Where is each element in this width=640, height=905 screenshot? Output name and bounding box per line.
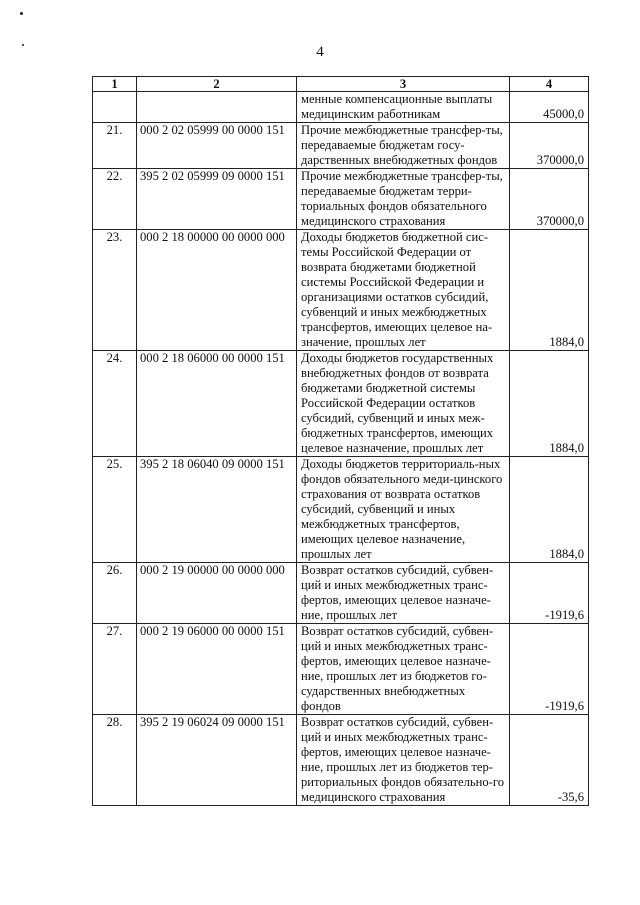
column-header: 4 xyxy=(510,77,589,92)
table-row xyxy=(93,624,589,715)
table-row xyxy=(93,563,589,624)
income-name: Доходы бюджетов бюджетной сис-темы Российской Федерации от возврата бюджетами бюджетной системы Российской Федерации и организациями остатков субсидий, субвенций и иных межбюджетных трансфертов, имеющих целевое на-значение, прошлых лет xyxy=(297,230,510,351)
amount: -1919,6 xyxy=(510,624,589,715)
amount: 370000,0 xyxy=(510,169,589,230)
table-row xyxy=(93,92,589,123)
budget-code: 000 2 02 05999 00 0000 151 xyxy=(137,123,297,169)
income-name: Возврат остатков субсидий, субвен-ций и иных межбюджетных транс-фертов, имеющих целевое назначе-ние, прошлых лет из бюджетов го-сударственных внебюджетных фондов xyxy=(297,624,510,715)
amount: 370000,0 xyxy=(510,123,589,169)
row-number: 23. xyxy=(93,230,137,351)
row-number: 25. xyxy=(93,457,137,563)
row-number xyxy=(93,92,137,123)
column-header: 3 xyxy=(297,77,510,92)
scan-speck xyxy=(20,12,23,15)
amount: 1884,0 xyxy=(510,230,589,351)
budget-code: 395 2 02 05999 09 0000 151 xyxy=(137,169,297,230)
row-number: 22. xyxy=(93,169,137,230)
income-name: Возврат остатков субсидий, субвен-ций и иных межбюджетных транс-фертов, имеющих целевое назначе-ние, прошлых лет из бюджетов тер-риториальных фондов обязательно-го медицинского страхования xyxy=(297,715,510,806)
row-number: 21. xyxy=(93,123,137,169)
budget-code: 000 2 19 06000 00 0000 151 xyxy=(137,624,297,715)
amount: 45000,0 xyxy=(510,92,589,123)
income-name: менные компенсационные выплаты медицинским работникам xyxy=(297,92,510,123)
budget-income-table xyxy=(92,76,589,806)
column-header: 2 xyxy=(137,77,297,92)
budget-code: 395 2 18 06040 09 0000 151 xyxy=(137,457,297,563)
table-row xyxy=(93,230,589,351)
table-row xyxy=(93,715,589,806)
income-name: Прочие межбюджетные трансфер-ты, передаваемые бюджетам госу-дарственных внебюджетных фондов xyxy=(297,123,510,169)
amount: 1884,0 xyxy=(510,457,589,563)
table-row xyxy=(93,123,589,169)
table-row xyxy=(93,351,589,457)
column-header: 1 xyxy=(93,77,137,92)
income-name: Доходы бюджетов государственных внебюджетных фондов от возврата бюджетами бюджетной системы Российской Федерации остатков субсидий, субвенций и иных меж-бюджетных трансфертов, имеющих целевое назначение, прошлых лет xyxy=(297,351,510,457)
table-row xyxy=(93,457,589,563)
amount: 1884,0 xyxy=(510,351,589,457)
amount: -1919,6 xyxy=(510,563,589,624)
income-name: Доходы бюджетов территориаль-ных фондов обязательного меди-цинского страхования от возврата остатков субсидий, субвенций и иных межбюджетных трансфертов, имеющих целевое назначение, прошлых лет xyxy=(297,457,510,563)
table-header-row xyxy=(93,77,589,92)
income-name: Прочие межбюджетные трансфер-ты, передаваемые бюджетам терри-ториальных фондов обязательного медицинского страхования xyxy=(297,169,510,230)
row-number: 27. xyxy=(93,624,137,715)
row-number: 26. xyxy=(93,563,137,624)
budget-code xyxy=(137,92,297,123)
budget-code: 000 2 18 00000 00 0000 000 xyxy=(137,230,297,351)
income-name: Возврат остатков субсидий, субвен-ций и иных межбюджетных транс-фертов, имеющих целевое назначе-ние, прошлых лет xyxy=(297,563,510,624)
row-number: 28. xyxy=(93,715,137,806)
amount: -35,6 xyxy=(510,715,589,806)
budget-code: 395 2 19 06024 09 0000 151 xyxy=(137,715,297,806)
budget-code: 000 2 19 00000 00 0000 000 xyxy=(137,563,297,624)
budget-code: 000 2 18 06000 00 0000 151 xyxy=(137,351,297,457)
page-number: 4 xyxy=(316,44,324,60)
table-row xyxy=(93,169,589,230)
row-number: 24. xyxy=(93,351,137,457)
